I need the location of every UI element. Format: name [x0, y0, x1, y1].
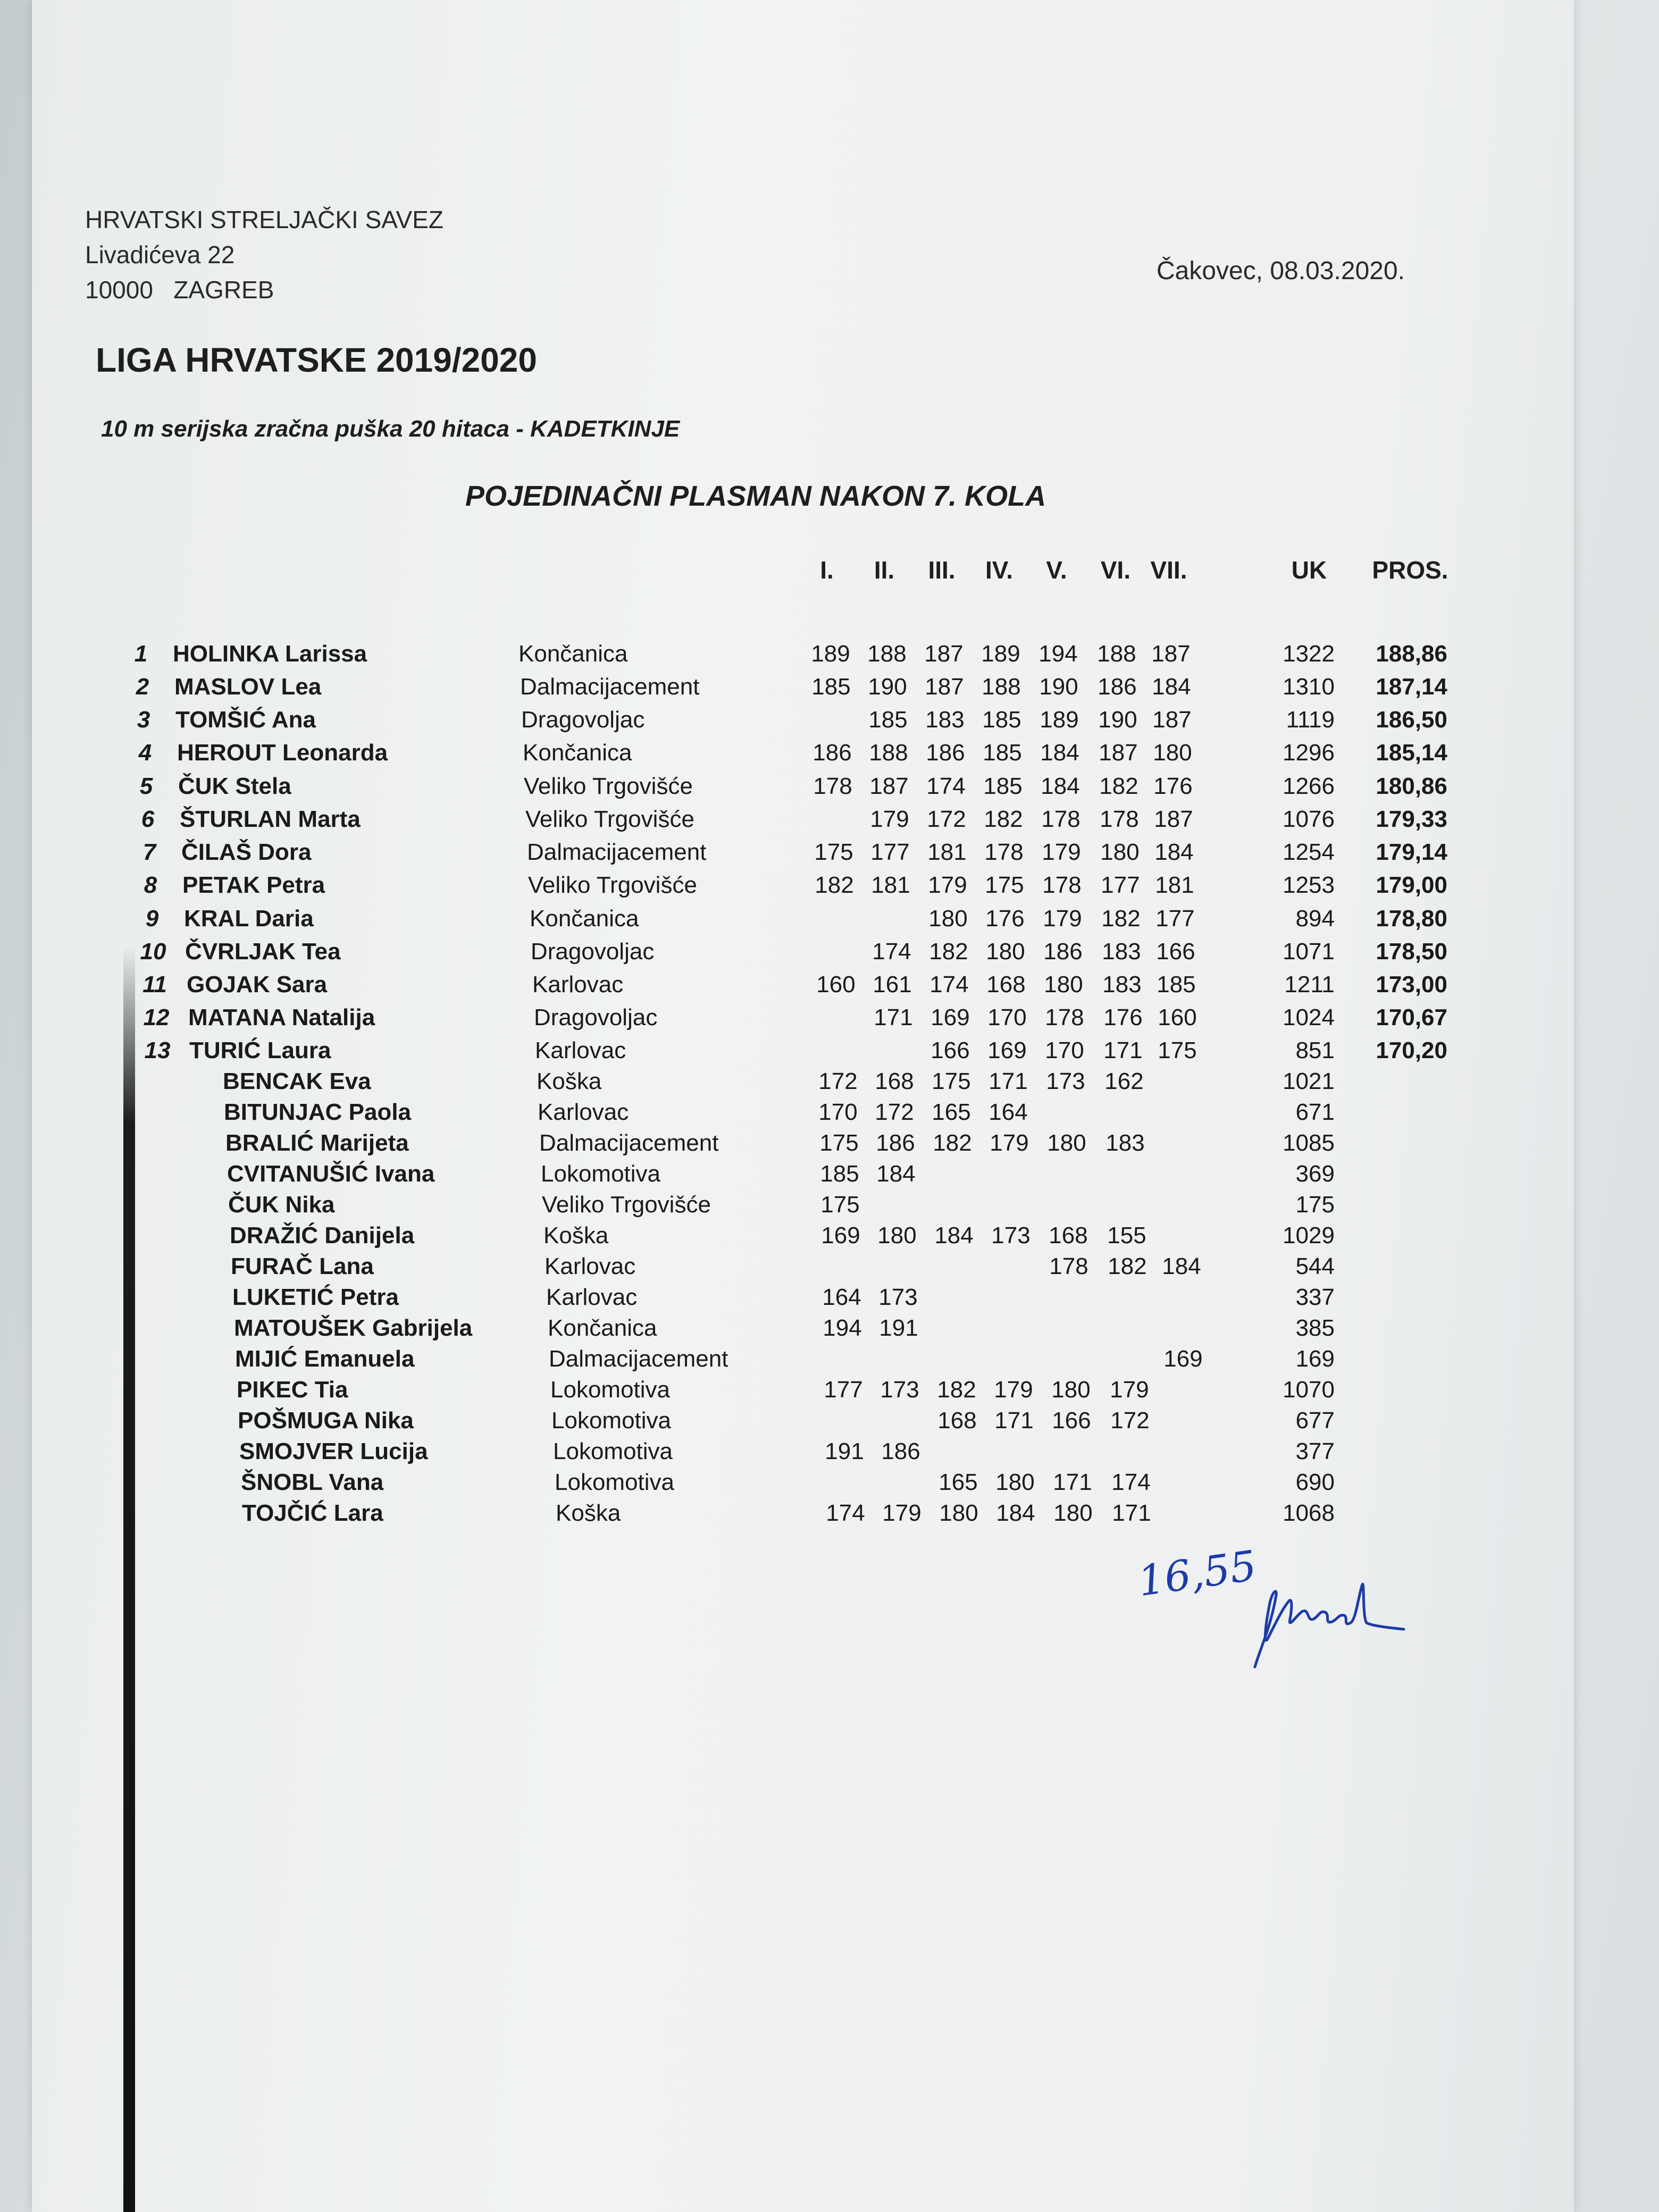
round-7-score-cell: 187 [1151, 641, 1191, 667]
total-score-cell: 1076 [1283, 806, 1335, 832]
total-score-cell: 1310 [1283, 674, 1335, 700]
round-3-score-cell: 168 [937, 1407, 977, 1434]
club-cell: Lokomotiva [555, 1469, 675, 1495]
total-score-cell: 671 [1295, 1099, 1335, 1125]
rank-cell: 5 [139, 773, 153, 799]
round-4-score-cell: 185 [983, 740, 1022, 766]
round-4-score-cell: 173 [991, 1222, 1030, 1249]
round-3-score-cell: 165 [932, 1099, 971, 1125]
round-7-score-cell: 166 [1156, 939, 1195, 965]
round-7-score-cell: 176 [1153, 773, 1193, 799]
club-cell: Karlovac [535, 1037, 626, 1063]
round-1-score-cell: 175 [814, 839, 853, 865]
round-1-score-cell: 186 [812, 740, 852, 766]
round-7-score-cell: 184 [1162, 1253, 1201, 1279]
average-score-cell: 186,50 [1376, 707, 1447, 733]
competition-subtitle: 10 m serijska zračna puška 20 hitaca - KADETKINJE [101, 416, 680, 442]
round-7-score-cell: 187 [1154, 806, 1193, 832]
round-3-score-cell: 169 [931, 1004, 970, 1030]
round-1-score-cell: 169 [821, 1222, 860, 1249]
table-row [0, 1467, 1659, 1498]
round-6-score-cell: 155 [1107, 1222, 1146, 1249]
rank-cell: 6 [141, 806, 155, 832]
total-score-cell: 677 [1295, 1407, 1335, 1434]
round-1-score-cell: 175 [819, 1130, 859, 1156]
athlete-name-cell: ČUK Stela [178, 773, 291, 799]
round-2-score-cell: 185 [868, 707, 908, 733]
round-6-score-cell: 188 [1097, 641, 1136, 667]
athlete-name-cell: ČVRLJAK Tea [185, 939, 341, 965]
round-3-score-cell: 187 [924, 641, 963, 667]
round-3-score-cell: 184 [934, 1222, 974, 1249]
handwritten-note: 16,55 [1135, 1541, 1260, 1606]
round-6-score-cell: 177 [1101, 872, 1140, 898]
round-6-score-cell: 178 [1100, 806, 1139, 832]
athlete-name-cell: PETAK Petra [182, 872, 325, 898]
club-cell: Karlovac [532, 971, 624, 998]
round-7-score-cell: 184 [1154, 839, 1194, 865]
round-3-score-cell: 174 [926, 773, 966, 799]
club-cell: Lokomotiva [551, 1407, 672, 1434]
table-row [0, 639, 1659, 669]
round-2-score-cell: 177 [870, 839, 910, 865]
average-score-cell: 173,00 [1376, 971, 1447, 998]
table-row [0, 1128, 1659, 1159]
rank-cell: 12 [143, 1004, 170, 1030]
round-2-score-cell: 187 [869, 773, 909, 799]
round-7-score-cell: 181 [1155, 872, 1194, 898]
round-4-score-cell: 170 [987, 1004, 1027, 1030]
table-row [0, 936, 1659, 967]
round-5-score-cell: 179 [1042, 839, 1081, 865]
round-5-score-cell: 179 [1043, 906, 1082, 932]
table-row [0, 705, 1659, 735]
round-4-score-cell: 168 [986, 971, 1026, 998]
round-5-score-cell: 184 [1040, 740, 1079, 766]
club-cell: Lokomotiva [553, 1438, 673, 1464]
average-score-cell: 170,20 [1376, 1037, 1447, 1063]
table-row [0, 969, 1659, 1000]
standings-heading: POJEDINAČNI PLASMAN NAKON 7. KOLA [465, 480, 1046, 512]
athlete-name-cell: SMOJVER Lucija [239, 1438, 428, 1464]
round-1-score-cell: 170 [818, 1099, 858, 1125]
round-1-score-cell: 191 [825, 1438, 864, 1464]
club-cell: Koška [537, 1068, 602, 1094]
table-row [0, 1344, 1659, 1375]
round-2-score-cell: 186 [881, 1438, 920, 1464]
total-score-cell: 1119 [1286, 707, 1335, 733]
round-5-score-cell: 180 [1044, 971, 1083, 998]
athlete-name-cell: TURIĆ Laura [189, 1037, 331, 1063]
round-3-score-cell: 182 [933, 1130, 972, 1156]
round-3-score-cell: 166 [931, 1037, 970, 1063]
column-header-round-6: VI. [1100, 556, 1131, 584]
round-4-score-cell: 175 [985, 872, 1024, 898]
total-score-cell: 175 [1295, 1192, 1335, 1218]
club-cell: Končanica [530, 906, 639, 932]
average-score-cell: 179,14 [1376, 839, 1447, 865]
round-5-score-cell: 186 [1043, 939, 1083, 965]
round-7-score-cell: 177 [1155, 906, 1195, 932]
round-2-score-cell: 184 [876, 1161, 916, 1187]
athlete-name-cell: DRAŽIĆ Danijela [230, 1222, 415, 1249]
round-4-score-cell: 180 [995, 1469, 1035, 1495]
round-6-score-cell: 182 [1099, 773, 1138, 799]
club-cell: Koška [556, 1500, 621, 1526]
round-4-score-cell: 171 [988, 1068, 1028, 1094]
column-header-round-1: I. [820, 556, 834, 584]
round-6-score-cell: 171 [1103, 1037, 1143, 1063]
athlete-name-cell: HEROUT Leonarda [177, 740, 388, 766]
club-cell: Dalmacijacement [520, 674, 700, 700]
round-2-score-cell: 191 [879, 1315, 918, 1341]
rank-cell: 10 [140, 939, 166, 965]
table-row [0, 837, 1659, 868]
rank-cell: 3 [137, 707, 150, 733]
column-header-total: UK [1291, 556, 1327, 584]
document-date: Čakovec, 08.03.2020. [1157, 257, 1405, 285]
round-3-score-cell: 175 [932, 1068, 971, 1094]
club-cell: Dragovoljac [534, 1004, 658, 1030]
round-3-score-cell: 180 [939, 1500, 978, 1526]
signature [1239, 1563, 1409, 1680]
total-score-cell: 1253 [1283, 872, 1335, 898]
round-1-score-cell: 172 [818, 1068, 858, 1094]
round-6-score-cell: 182 [1108, 1253, 1147, 1279]
table-row [0, 870, 1659, 901]
round-3-score-cell: 180 [928, 906, 968, 932]
round-1-score-cell: 194 [823, 1315, 862, 1341]
round-6-score-cell: 187 [1099, 740, 1138, 766]
round-4-score-cell: 176 [985, 906, 1025, 932]
round-5-score-cell: 180 [1053, 1500, 1093, 1526]
round-7-score-cell: 187 [1152, 707, 1192, 733]
average-score-cell: 180,86 [1376, 773, 1447, 799]
round-6-score-cell: 172 [1110, 1407, 1150, 1434]
total-score-cell: 1021 [1283, 1068, 1335, 1094]
athlete-name-cell: BITUNJAC Paola [224, 1099, 412, 1125]
club-cell: Koška [543, 1222, 609, 1249]
total-score-cell: 1322 [1283, 641, 1335, 667]
round-4-score-cell: 182 [984, 806, 1023, 832]
athlete-name-cell: MASLOV Lea [174, 674, 322, 700]
round-2-score-cell: 173 [880, 1377, 919, 1403]
round-6-score-cell: 179 [1110, 1377, 1149, 1403]
table-row [0, 1189, 1659, 1220]
round-3-score-cell: 182 [937, 1377, 976, 1403]
table-row [0, 1405, 1659, 1436]
club-cell: Dragovoljac [521, 707, 645, 733]
club-cell: Lokomotiva [550, 1377, 671, 1403]
round-6-score-cell: 182 [1101, 906, 1141, 932]
round-5-score-cell: 166 [1052, 1407, 1091, 1434]
table-row [0, 1375, 1659, 1405]
round-6-score-cell: 174 [1111, 1469, 1151, 1495]
round-1-score-cell: 177 [824, 1377, 863, 1403]
round-3-score-cell: 165 [939, 1469, 978, 1495]
round-4-score-cell: 188 [982, 674, 1021, 700]
average-score-cell: 187,14 [1376, 674, 1447, 700]
rank-cell: 1 [134, 641, 148, 667]
street-address: Livadićeva 22 [85, 241, 235, 269]
club-cell: Lokomotiva [541, 1161, 661, 1187]
round-4-score-cell: 179 [990, 1130, 1029, 1156]
average-score-cell: 179,00 [1376, 872, 1447, 898]
round-6-score-cell: 180 [1100, 839, 1139, 865]
average-score-cell: 179,33 [1376, 806, 1447, 832]
round-5-score-cell: 184 [1041, 773, 1080, 799]
round-4-score-cell: 164 [988, 1099, 1028, 1125]
rank-cell: 4 [138, 740, 152, 766]
club-cell: Veliko Trgovišće [524, 773, 693, 799]
table-row [0, 804, 1659, 835]
round-3-score-cell: 186 [926, 740, 965, 766]
organization-address [85, 202, 443, 307]
athlete-name-cell: CVITANUŠIĆ Ivana [227, 1161, 435, 1187]
athlete-name-cell: FURAČ Lana [231, 1253, 374, 1279]
club-cell: Karlovac [538, 1099, 629, 1125]
athlete-name-cell: BRALIĆ Marijeta [225, 1130, 409, 1156]
round-1-score-cell: 182 [815, 872, 854, 898]
round-5-score-cell: 194 [1038, 641, 1078, 667]
round-3-score-cell: 181 [927, 839, 967, 865]
club-cell: Karlovac [544, 1253, 636, 1279]
round-2-score-cell: 179 [870, 806, 909, 832]
round-1-score-cell: 174 [826, 1500, 865, 1526]
total-score-cell: 337 [1295, 1284, 1335, 1310]
city-address: 10000 ZAGREB [85, 276, 274, 304]
round-4-score-cell: 189 [981, 641, 1020, 667]
round-7-score-cell: 175 [1158, 1037, 1197, 1063]
column-header-round-5: V. [1046, 556, 1067, 584]
athlete-name-cell: BENCAK Eva [223, 1068, 371, 1094]
club-cell: Dalmacijacement [539, 1130, 719, 1156]
rank-cell: 2 [136, 674, 149, 700]
table-row [0, 903, 1659, 934]
round-7-score-cell: 160 [1158, 1004, 1197, 1030]
table-row [0, 1220, 1659, 1251]
athlete-name-cell: ŠNOBL Vana [241, 1469, 384, 1495]
round-3-score-cell: 183 [925, 707, 965, 733]
round-3-score-cell: 187 [925, 674, 964, 700]
total-score-cell: 385 [1295, 1315, 1335, 1341]
round-6-score-cell: 190 [1098, 707, 1137, 733]
round-5-score-cell: 178 [1042, 872, 1082, 898]
round-2-score-cell: 181 [871, 872, 910, 898]
table-row [0, 1282, 1659, 1313]
round-7-score-cell: 185 [1157, 971, 1196, 998]
athlete-name-cell: MATANA Natalija [188, 1004, 375, 1030]
round-4-score-cell: 169 [987, 1037, 1027, 1063]
athlete-name-cell: KRAL Daria [184, 906, 314, 932]
total-score-cell: 1266 [1283, 773, 1335, 799]
round-7-score-cell: 180 [1153, 740, 1192, 766]
round-3-score-cell: 174 [929, 971, 969, 998]
athlete-name-cell: ŠTURLAN Marta [180, 806, 361, 832]
table-row [0, 1097, 1659, 1128]
round-2-score-cell: 186 [876, 1130, 915, 1156]
athlete-name-cell: TOJČIĆ Lara [242, 1500, 383, 1526]
round-7-score-cell: 169 [1163, 1346, 1203, 1372]
average-score-cell: 170,67 [1376, 1004, 1447, 1030]
round-3-score-cell: 172 [927, 806, 966, 832]
total-score-cell: 1211 [1284, 971, 1335, 998]
club-cell: Končanica [523, 740, 632, 766]
round-2-score-cell: 190 [868, 674, 907, 700]
organization-name: HRVATSKI STRELJAČKI SAVEZ [85, 206, 443, 233]
column-header-round-4: IV. [985, 556, 1013, 584]
total-score-cell: 1254 [1283, 839, 1335, 865]
round-1-score-cell: 185 [820, 1161, 859, 1187]
table-row [0, 1436, 1659, 1467]
rank-cell: 8 [144, 872, 157, 898]
round-6-score-cell: 183 [1102, 971, 1142, 998]
athlete-name-cell: ČUK Nika [228, 1192, 335, 1218]
round-2-score-cell: 174 [872, 939, 911, 965]
total-score-cell: 1071 [1283, 939, 1335, 965]
round-4-score-cell: 185 [983, 773, 1023, 799]
athlete-name-cell: POŠMUGA Nika [238, 1407, 414, 1434]
round-2-score-cell: 180 [877, 1222, 917, 1249]
round-6-score-cell: 183 [1102, 939, 1141, 965]
round-2-score-cell: 173 [878, 1284, 918, 1310]
round-4-score-cell: 180 [986, 939, 1025, 965]
total-score-cell: 1024 [1283, 1004, 1335, 1030]
round-5-score-cell: 171 [1053, 1469, 1092, 1495]
round-6-score-cell: 183 [1105, 1130, 1145, 1156]
athlete-name-cell: GOJAK Sara [187, 971, 328, 998]
rank-cell: 11 [143, 971, 167, 998]
total-score-cell: 690 [1295, 1469, 1335, 1495]
round-5-score-cell: 189 [1040, 707, 1079, 733]
round-4-score-cell: 185 [982, 707, 1021, 733]
round-4-score-cell: 171 [994, 1407, 1034, 1434]
average-score-cell: 178,80 [1376, 906, 1447, 932]
rank-cell: 13 [144, 1037, 171, 1063]
total-score-cell: 369 [1295, 1161, 1335, 1187]
total-score-cell: 1029 [1283, 1222, 1335, 1249]
total-score-cell: 1296 [1283, 740, 1335, 766]
round-6-score-cell: 162 [1104, 1068, 1144, 1094]
athlete-name-cell: PIKEC Tia [237, 1377, 348, 1403]
club-cell: Veliko Trgovišće [542, 1192, 711, 1218]
table-row [0, 1002, 1659, 1033]
round-1-score-cell: 178 [813, 773, 852, 799]
rank-cell: 7 [143, 839, 156, 865]
club-cell: Končanica [548, 1315, 657, 1341]
round-1-score-cell: 185 [811, 674, 851, 700]
table-row [0, 771, 1659, 802]
club-cell: Karlovac [546, 1284, 638, 1310]
round-4-score-cell: 178 [984, 839, 1024, 865]
column-header-round-7: VII. [1150, 556, 1187, 584]
table-row [0, 672, 1659, 702]
round-2-score-cell: 188 [869, 740, 908, 766]
athlete-name-cell: LUKETIĆ Petra [232, 1284, 399, 1310]
round-2-score-cell: 161 [873, 971, 912, 998]
club-cell: Končanica [518, 641, 628, 667]
athlete-name-cell: ČILAŠ Dora [181, 839, 312, 865]
table-row [0, 1498, 1659, 1529]
round-7-score-cell: 184 [1152, 674, 1191, 700]
athlete-name-cell: MIJIĆ Emanuela [235, 1346, 415, 1372]
average-score-cell: 178,50 [1376, 939, 1447, 965]
table-row [0, 1066, 1659, 1097]
column-header-round-3: III. [928, 556, 956, 584]
total-score-cell: 544 [1295, 1253, 1335, 1279]
column-header-average: PROS. [1372, 556, 1448, 584]
club-cell: Dalmacijacement [527, 839, 707, 865]
round-2-score-cell: 188 [867, 641, 907, 667]
round-1-score-cell: 175 [820, 1192, 860, 1218]
total-score-cell: 1085 [1283, 1130, 1335, 1156]
round-6-score-cell: 186 [1097, 674, 1137, 700]
round-2-score-cell: 172 [875, 1099, 914, 1125]
total-score-cell: 1068 [1283, 1500, 1335, 1526]
round-6-score-cell: 171 [1112, 1500, 1151, 1526]
athlete-name-cell: HOLINKA Larissa [173, 641, 367, 667]
column-header-round-2: II. [874, 556, 895, 584]
table-row [0, 1313, 1659, 1344]
athlete-name-cell: MATOUŠEK Gabrijela [234, 1315, 473, 1341]
athlete-name-cell: TOMŠIĆ Ana [175, 707, 316, 733]
round-5-score-cell: 180 [1047, 1130, 1086, 1156]
round-5-score-cell: 170 [1045, 1037, 1084, 1063]
round-5-score-cell: 168 [1049, 1222, 1088, 1249]
round-1-score-cell: 164 [822, 1284, 861, 1310]
round-2-score-cell: 179 [882, 1500, 921, 1526]
average-score-cell: 185,14 [1376, 740, 1447, 766]
round-2-score-cell: 168 [875, 1068, 914, 1094]
total-score-cell: 169 [1295, 1346, 1335, 1372]
table-row [0, 738, 1659, 768]
rank-cell: 9 [145, 906, 159, 932]
total-score-cell: 851 [1295, 1037, 1335, 1063]
club-cell: Dragovoljac [531, 939, 655, 965]
table-row [0, 1159, 1659, 1189]
round-6-score-cell: 176 [1103, 1004, 1143, 1030]
document-title: LIGA HRVATSKE 2019/2020 [96, 341, 537, 379]
club-cell: Dalmacijacement [549, 1346, 728, 1372]
table-row [0, 1251, 1659, 1282]
total-score-cell: 377 [1295, 1438, 1335, 1464]
round-5-score-cell: 180 [1051, 1377, 1091, 1403]
club-cell: Veliko Trgovišće [528, 872, 697, 898]
average-score-cell: 188,86 [1376, 641, 1447, 667]
round-5-score-cell: 178 [1045, 1004, 1084, 1030]
round-4-score-cell: 184 [996, 1500, 1035, 1526]
round-5-score-cell: 190 [1039, 674, 1078, 700]
round-3-score-cell: 179 [928, 872, 967, 898]
round-1-score-cell: 160 [816, 971, 856, 998]
round-3-score-cell: 182 [929, 939, 968, 965]
table-row [0, 1035, 1659, 1066]
total-score-cell: 1070 [1283, 1377, 1335, 1403]
round-5-score-cell: 178 [1041, 806, 1080, 832]
club-cell: Veliko Trgovišće [525, 806, 694, 832]
round-5-score-cell: 178 [1049, 1253, 1088, 1279]
round-4-score-cell: 179 [994, 1377, 1033, 1403]
round-2-score-cell: 171 [874, 1004, 913, 1030]
round-5-score-cell: 173 [1046, 1068, 1085, 1094]
round-1-score-cell: 189 [811, 641, 850, 667]
total-score-cell: 894 [1295, 906, 1335, 932]
